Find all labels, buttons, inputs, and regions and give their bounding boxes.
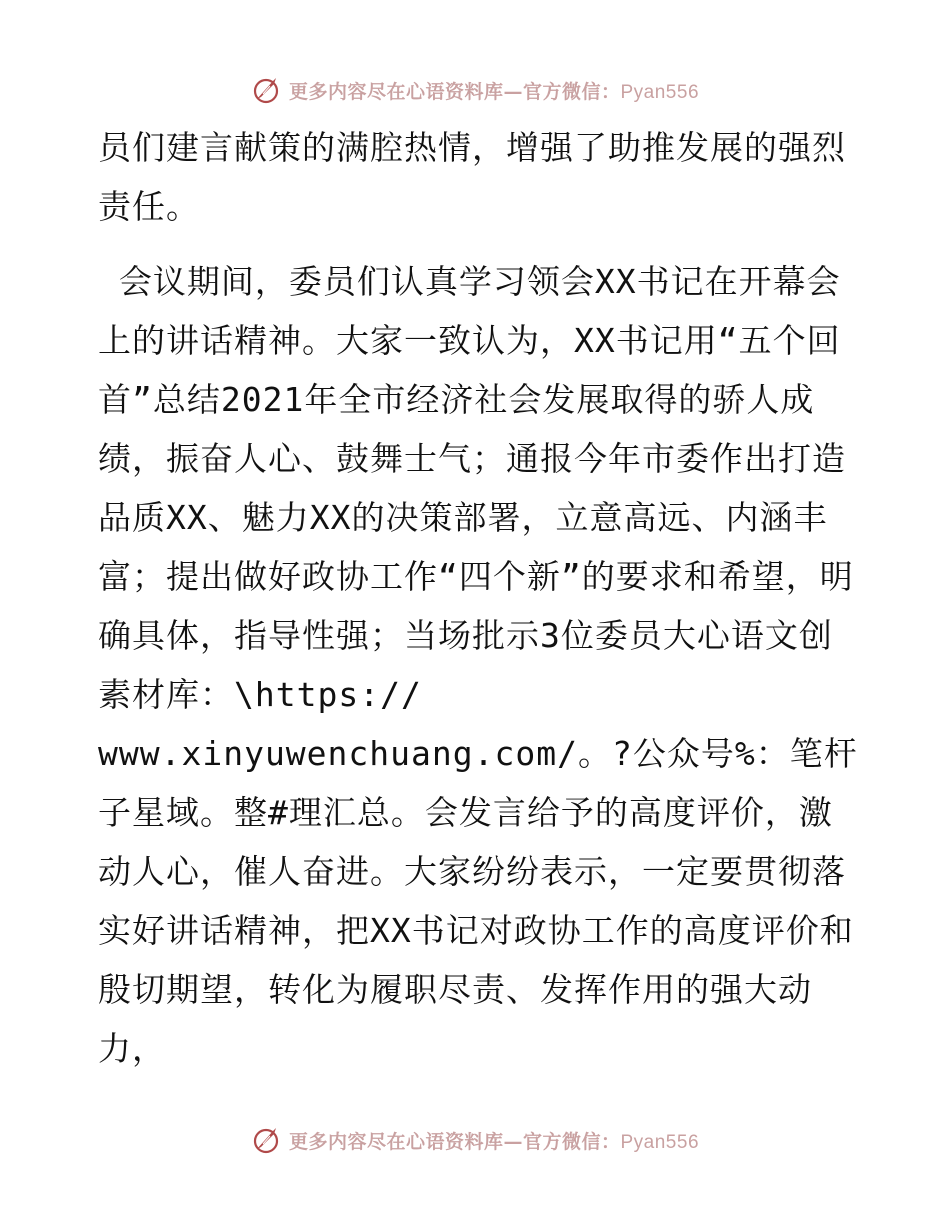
- header-banner-text: 更多内容尽在心语资料库—官方微信：Pyan556: [288, 80, 700, 103]
- paragraph: 会议期间，委员们认真学习领会XX书记在开幕会上的讲话精神。大家一致认为，XX书记用“五个回首”总结2021年全市经济社会发展取得的骄人成绩，振奋人心、鼓舞士气；通报今年市委作出打造品质XX、魅力XX的决策部署，立意高远、内涵丰富；提出做好政协工作“四个新”的要求和希望，明确具体，指导性强；当场批示3位委员大心语文创素材库：\https:// www.xinyuwenchuang.com/。?公众号%：笔杆子星域。整#理汇总。会发言给予的高度评价，激动人心，催人奋进。大家纷纷表示，一定要贯彻落实好讲话精神，把XX书记对政协工作的高度评价和殷切期望，转化为履职尽责、发挥作用的强大动力，: [98, 262, 858, 1068]
- footer-banner-text: 更多内容尽在心语资料库—官方微信：Pyan556: [288, 1130, 700, 1153]
- quill-pen-circle-icon: [251, 1125, 281, 1155]
- footer-watermark-banner: [0, 1120, 950, 1160]
- header-watermark-banner: [0, 70, 950, 110]
- paragraph: 员们建言献策的满腔热情，增强了助推发展的强烈责任。: [98, 128, 846, 226]
- document-body: [98, 118, 858, 1078]
- quill-pen-circle-icon: [251, 75, 281, 105]
